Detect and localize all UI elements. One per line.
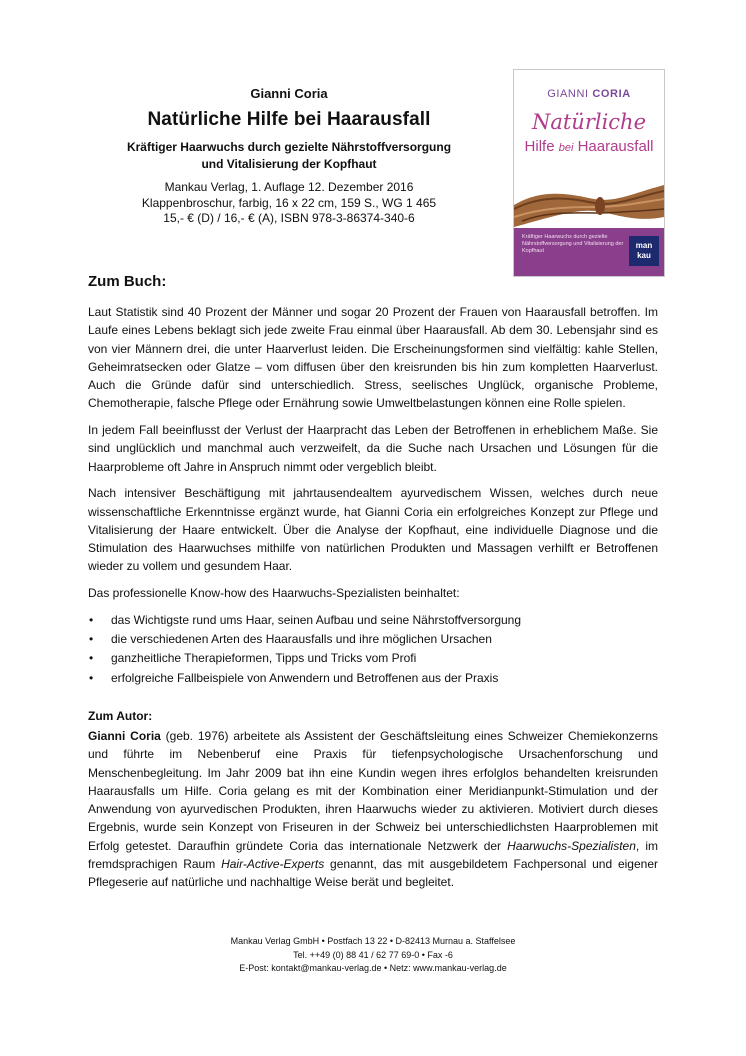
publisher-logo: man kau [629,236,659,266]
bullet-icon: • [89,631,94,646]
list-item: • ganzheitliche Therapieformen, Tipps und Tricks vom Profi [88,649,658,668]
author-name: Gianni Coria [88,729,161,743]
paragraph: In jedem Fall beeinflusst der Verlust der Haarpracht das Leben der Betroffenen in erheblichem Maße. Sie sind unglücklich und manchmal auch verzweifelt, da die Suche nach Ursachen und Lösungen für die Haarprobleme oft Jahre in Anspruch nimmt oder vergeblich bleibt. [88,423,658,474]
book-description [88,303,658,688]
list-item: • das Wichtigste rund ums Haar, seinen Aufbau und seine Nährstoffversorgung [88,611,658,630]
cover-band [514,228,664,276]
paragraph: Laut Statistik sind 40 Prozent der Männer und sogar 20 Prozent der Frauen von Haarausfall betroffen. Im Laufe eines Lebens beklagt sich jede zweite Frau einmal über Haarausfall. Ab dem 30. Lebensjahr sind es von vier Männern drei, die unter Haarverlust leiden. Die Erscheinungsformen sind vielfältig: kahle Stellen, Geheimratsecken oder Glatze – vom diffusen über den kreisrunden bis hin zum kompletten Haarverlust. Auch die Gründe dafür sind unterschiedlich. Stress, seelisches Unglück, organische Probleme, Chemotherapie, falsche Pflege oder Ernährung sowie Umweltbelastungen können eine Rolle spielen. [88,305,658,411]
book-subtitle [88,139,490,173]
book-meta [88,180,490,227]
section-heading-author: Zum Autor: [88,709,153,723]
book-author: Gianni Coria [250,86,328,101]
cover-title-line2: Hilfe bei Haarausfall [524,138,654,155]
cover-band-text: Kräftiger Haarwuchs durch gezielte Nährstoffversorgung und Vitalisierung der Kopfhaut [522,234,624,254]
meta-publisher: Mankau Verlag, 1. Auflage 12. Dezember 2016 [164,180,414,194]
author-bio: Gianni Coria (geb. 1976) arbeitete als Assistent der Geschäftsleitung eines Schweizer Chemiekonzerns und führte im Nebenberuf eine Praxis für tiefenpsychologische Ursachenforschung und Menschenbegleitung. Im Jahr 2009 bat ihn eine Kundin wegen ihres erfolglos behandelten kreisrunden Haarausfalls um Hilfe. Coria gelang es mit der Kombination einer Meridianpunkt-Stimulation und der Anwendung von ayurvedischen Produkten, ihren Haarwuchs wieder zu aktivieren. Motiviert durch dieses Ergebnis, wurde sein Konzept von Friseuren in der Schweiz bei unterschiedlichsten Haarproblemen mit Erfolg getestet. Daraufhin gründete Coria das internationale Netzwerk der Haarwuchs-Spezialisten, im fremdsprachigen Raum Hair-Active-Experts genannt, das mit ausgebildetem Fachpersonal und eigener Pflegeserie auf natürliche und nachhaltige Weise berät und begleitet. [88,729,659,890]
meta-price-isbn: 15,- € (D) / 16,- € (A), ISBN 978-3-86374-340-6 [163,211,415,225]
bullet-icon: • [89,612,94,627]
bullet-icon: • [89,670,94,685]
list-item: • die verschiedenen Arten des Haarausfalls und ihre möglichen Ursachen [88,630,658,649]
list-item: • erfolgreiche Fallbeispiele von Anwendern und Betroffenen aus der Praxis [88,669,658,688]
subtitle-line: Kräftiger Haarwuchs durch gezielte Nährstoffversorgung [126,140,452,154]
cover-author: GIANNI CORIA [547,88,631,100]
paragraph: Nach intensiver Beschäftigung mit jahrtausendealtem ayurvedischem Wissen, welches durch neue wissenschaftliche Erkenntnisse ergänzt wurde, hat Gianni Coria ein erfolgreiches Konzept zur Pflege und Vitalisierung der Haare entwickelt. Über die Analyse der Kopfhaut, eine individuelle Diagnose und die Stimulation des Haarwuchses mithilfe von natürlichen Produkten und Massagen verhilft er Betroffenen wieder zu vollem und gesundem Haar. [88,486,658,574]
footer-phone: Tel. ++49 (0) 88 41 / 62 77 69-0 • Fax -6 [293,949,453,960]
book-title: Natürliche Hilfe bei Haarausfall [147,109,431,130]
paragraph: Das professionelle Know-how des Haarwuchs-Spezialisten beinhaltet: [88,586,460,601]
book-header [88,86,490,227]
bullet-icon: • [89,651,94,666]
footer-address: Mankau Verlag GmbH • Postfach 13 22 • D-82413 Murnau a. Staffelsee [230,936,516,946]
bullet-list [88,611,658,688]
subtitle-line: und Vitalisierung der Kopfhaut [201,157,377,171]
meta-format: Klappenbroschur, farbig, 16 x 22 cm, 159 S., WG 1 465 [141,195,437,210]
book-cover-image [513,69,665,277]
publisher-footer [0,935,746,976]
section-heading-book: Zum Buch: [88,273,167,290]
cover-title-line1: Natürliche [531,110,647,134]
footer-contact: E-Post: kontakt@mankau-verlag.de • Netz: www.mankau-verlag.de [239,963,507,973]
